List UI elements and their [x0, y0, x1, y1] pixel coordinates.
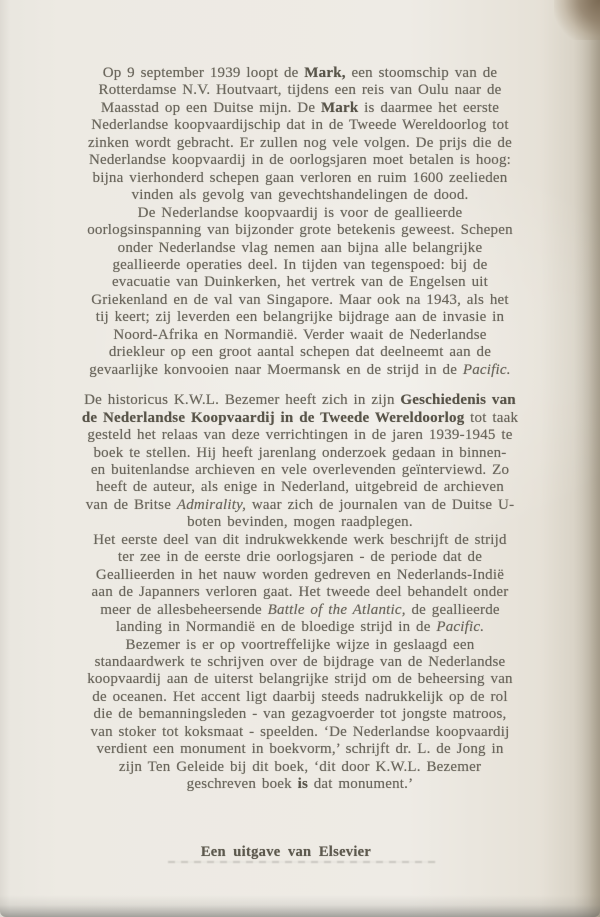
text-run: Het eerste deel van dit indrukwekkende werk beschrijft de strijd [93, 531, 507, 548]
text-run: boek te stellen. Hij heeft jarenlang onderzoek gedaan in binnen- [93, 444, 507, 461]
text-line [60, 117, 540, 134]
text-run: Geschiedenis van [400, 392, 516, 409]
text-line [60, 706, 540, 723]
text-run: Pacific. [436, 619, 485, 636]
text-line [60, 344, 540, 361]
text-line [60, 82, 540, 99]
text-run: waar zich de journalen van de Duitse U- [246, 496, 515, 513]
text-line [60, 619, 540, 636]
text-run: Geallieerden in het nauw worden gedreven en Nederlands-Indië [95, 566, 505, 583]
text-line [60, 170, 540, 187]
text-run: geallieerde operaties deel. In tijden van tegenspoed: bij de [112, 256, 488, 273]
text-line [60, 222, 540, 239]
text-run: een stoomschip van de [345, 65, 498, 81]
paragraph [60, 205, 540, 380]
text-run: en buitenlandse archieven en vele overlevenden geïnterviewd. Zo [90, 461, 510, 478]
text-line [60, 410, 540, 427]
text-line [60, 567, 540, 584]
text-line [60, 327, 540, 344]
text-run: tot taak [464, 409, 519, 426]
text-line [60, 65, 540, 82]
text-line [60, 462, 540, 479]
text-line [60, 257, 540, 274]
text-run: landing in Normandië en de bloedige strijd in de [115, 619, 437, 636]
text-line [60, 392, 540, 409]
text-run: die de bemanningsleden - van gezagvoerder tot jongste matroos, [93, 706, 507, 723]
page-left-edge-shadow [0, 0, 10, 917]
paragraph [60, 392, 540, 532]
text-line [60, 549, 540, 566]
text-line [60, 240, 540, 257]
photo-background-corner [554, 0, 600, 40]
text-run: van de Britse [85, 496, 177, 513]
text-run: Mark [320, 99, 359, 116]
text-line [60, 671, 540, 688]
text-run: onder Nederlandse vlag nemen aan bijna alle belangrijke [117, 239, 483, 256]
text-line [60, 654, 540, 671]
text-run: Op 9 september 1939 loopt de [102, 65, 305, 81]
text-run: De historicus K.W.L. Bezemer heeft zich in zijn [84, 392, 401, 409]
text-run: dat monument.’ [307, 776, 414, 793]
page-bottom-shadow [0, 895, 600, 917]
text-run: Maasstad op een Duitse mijn. De [100, 99, 321, 116]
text-run: Noord-Afrika en Normandië. Verder waait de Nederlandse [113, 326, 487, 343]
text-run: bijna vierhonderd schepen gaan verloren en ruim 1600 zeelieden [92, 169, 508, 186]
paragraph [60, 65, 540, 205]
paragraph [60, 532, 540, 637]
text-run: driekleur op een groot aantal schepen dat deelneemt aan de [108, 344, 492, 361]
text-run: zijn Ten Geleide bij dit boek, ‘dit door K.W.L. Bezemer [118, 758, 482, 775]
text-line [60, 497, 540, 514]
text-run: gesteld het relaas van deze verrichtingen in de jaren 1939-1945 te [87, 427, 513, 444]
text-run: evacuatie van Duinkerken, het vertrek van de Engelsen uit [111, 274, 489, 291]
text-line [60, 514, 540, 531]
page-right-edge-shadow [574, 0, 600, 917]
text-run: koopvaardij aan de uiterst belangrijke strijd om de beheersing van [87, 671, 513, 688]
text-line [60, 427, 540, 444]
text-run: verdient een monument in boekvorm,’ schrijft dr. L. de Jong in [96, 741, 504, 758]
text-run: de oceanen. Het accent ligt daarbij steeds nadrukkelijk op de rol [92, 688, 508, 705]
text-line [60, 292, 540, 309]
text-run: Battle of the Atlantic, [267, 601, 406, 618]
text-line [60, 187, 540, 204]
publisher-line: Een uitgave van Elsevier [200, 844, 372, 860]
text-run: oorlogsinspanning van bijzonder grote betekenis geweest. Schepen [87, 222, 513, 239]
text-run: meer de allesbeheersende [100, 601, 268, 618]
text-run: aan de Japanners verloren gaat. Het tweede deel behandelt onder [91, 584, 509, 601]
text-run: standaardwerk te schrijven over de bijdrage van de Nederlandse [94, 653, 506, 670]
text-line [60, 689, 540, 706]
text-run: Admirality, [176, 496, 247, 513]
text-run: Mark, [304, 65, 346, 81]
text-run: boten bevinden, mogen raadplegen. [187, 514, 413, 531]
text-line [60, 100, 540, 117]
text-run: Nederlandse koopvaardij in de oorlogsjaren moet betalen is hoog: [88, 152, 512, 169]
text-line [60, 362, 540, 379]
text-run: gevaarlijke konvooien naar Moermansk en de strijd in de [89, 361, 463, 378]
text-line [60, 724, 540, 741]
text-run: Nederlandse koopvaardijschip dat in de Tweede Wereldoorlog tot [91, 117, 509, 134]
text-line [60, 135, 540, 152]
text-run: Rotterdamse N.V. Houtvaart, tijdens een reis van Oulu naar de [98, 82, 502, 99]
text-line [60, 309, 540, 326]
text-line [60, 205, 540, 222]
text-line [60, 274, 540, 291]
book-blurb [60, 65, 540, 794]
text-run: de Nederlandse Koopvaardij in de Tweede Wereldoorlog [81, 409, 465, 426]
text-line [60, 637, 540, 654]
text-line [60, 152, 540, 169]
text-run: heeft de auteur, als enige in Nederland, uitgebreid de archieven [96, 479, 504, 496]
text-run: ter zee in de eerste drie oorlogsjaren - de periode dat de [117, 549, 483, 566]
text-line [60, 602, 540, 619]
text-run: zinken wordt gebracht. Er zullen nog vele volgen. De prijs die de [88, 134, 512, 151]
text-line [60, 584, 540, 601]
text-run: tij keert; zij leverden een belangrijke bijdrage aan de invasie in [95, 309, 505, 326]
paragraph [60, 637, 540, 794]
text-line [60, 479, 540, 496]
page-crease [168, 861, 436, 863]
text-run: is daarmee het eerste [358, 99, 500, 116]
text-run: de geallieerde [405, 601, 500, 618]
text-run: is [297, 776, 308, 793]
text-line [60, 445, 540, 462]
text-run: Pacific. [462, 361, 511, 378]
text-run: van stoker tot koksmaat - speelden. ‘De Nederlandse koopvaardij [90, 723, 510, 740]
text-line [60, 532, 540, 549]
text-run: Bezemer is er op voortreffelijke wijze in geslaagd een [125, 636, 475, 653]
text-run: Griekenland en de val van Singapore. Maar ook na 1943, als het [91, 291, 509, 308]
text-line [60, 759, 540, 776]
text-run: vinden als gevolg van gevechtshandelingen de dood. [131, 187, 469, 204]
text-line [60, 776, 540, 793]
text-line [60, 741, 540, 758]
text-run: De Nederlandse koopvaardij is voor de geallieerde [137, 204, 463, 221]
text-run: geschreven boek [186, 776, 298, 793]
